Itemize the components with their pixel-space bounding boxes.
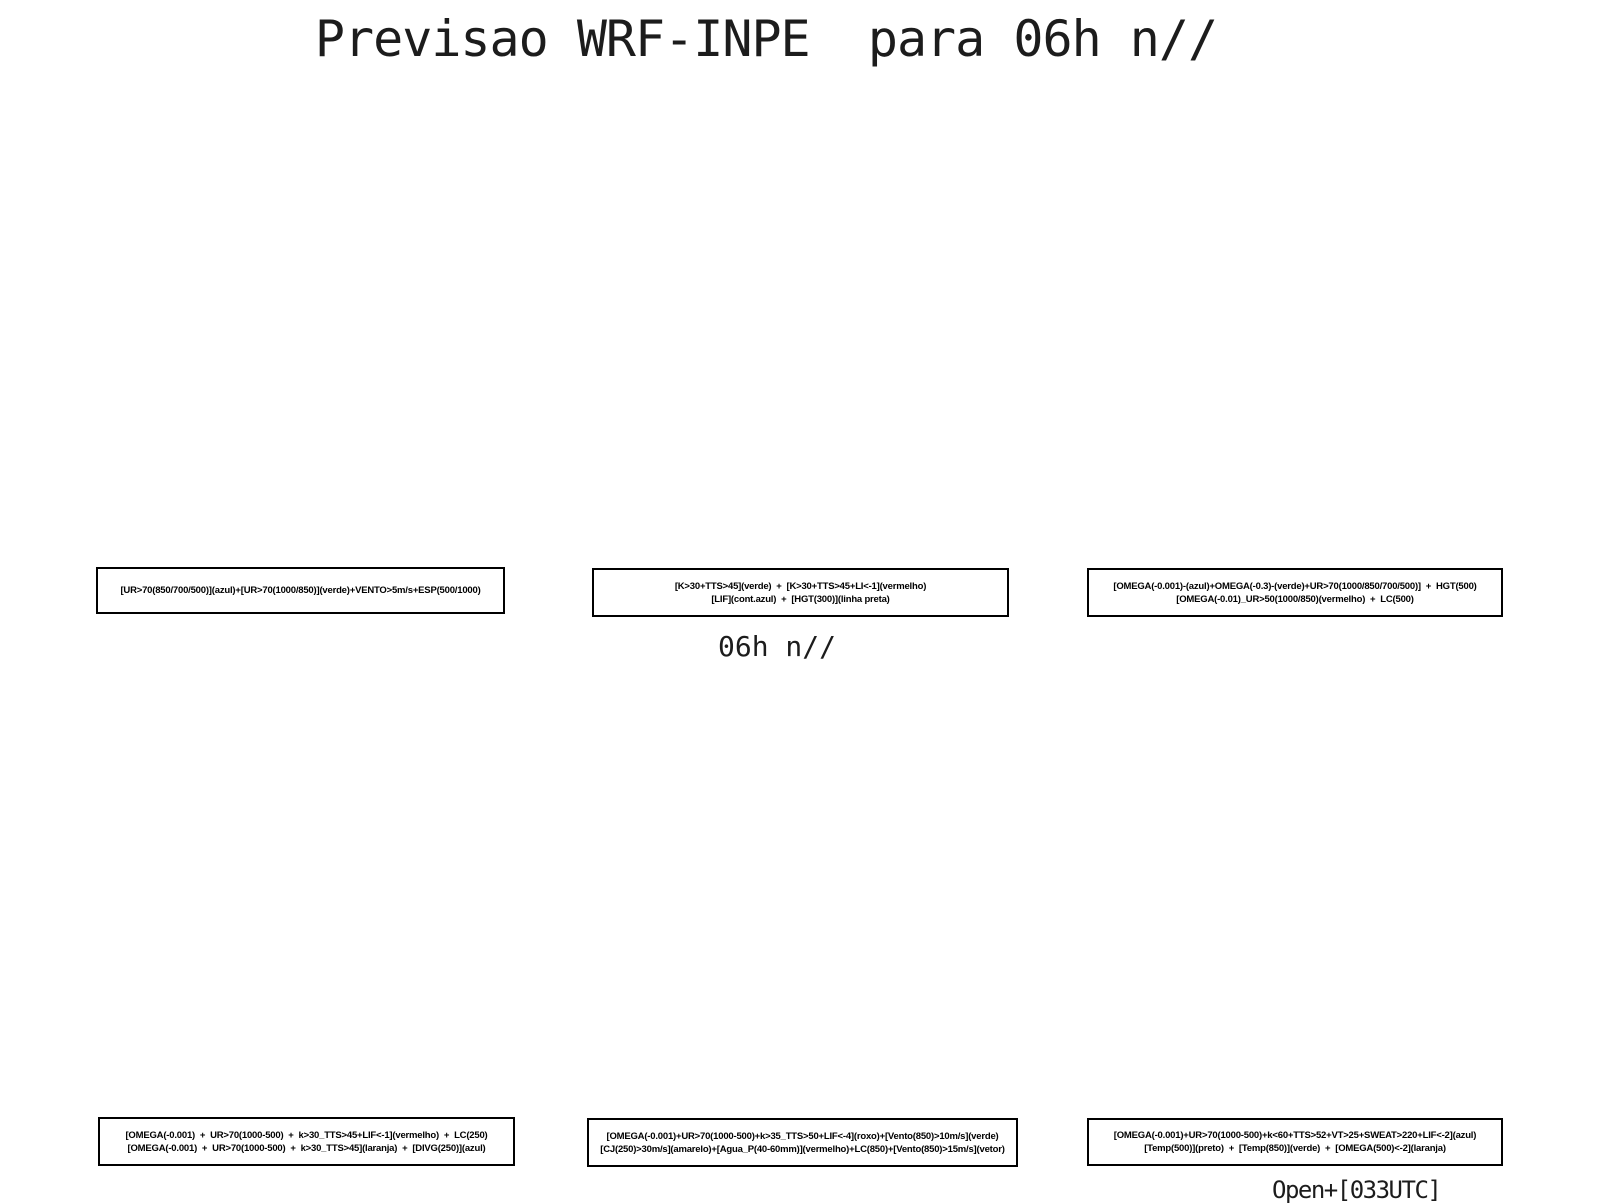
panel-caption-box-top-left (96, 567, 505, 614)
page-title: Previsao WRF-INPE para 06h n// (314, 10, 1218, 68)
panel-caption-box-bottom-left (98, 1117, 515, 1166)
panel-caption-box-top-right (1087, 568, 1503, 617)
caption-line: [OMEGA(-0.001)+UR>70(1000-500)+k>35_TTS>50+LIF<-4](roxo)+[Vento(850)>10m/s](verde) (606, 1130, 999, 1142)
caption-line: [K>30+TTS>45](verde) + [K>30+TTS>45+LI<-1](vermelho) (674, 580, 927, 592)
panel-caption-box-bottom-right (1087, 1118, 1503, 1166)
run-time-label: Open+[033UTC] (1272, 1176, 1441, 1204)
caption-line: [OMEGA(-0.001)-(azul)+OMEGA(-0.3)-(verde)+UR>70(1000/850/700/500)] + HGT(500) (1113, 580, 1477, 592)
caption-line: [OMEGA(-0.01)_UR>50(1000/850)(vermelho) + LC(500) (1176, 593, 1414, 605)
panel-caption-box-top-middle (592, 568, 1009, 617)
caption-line: [OMEGA(-0.001)+UR>70(1000-500)+k<60+TTS>52+VT>25+SWEAT>220+LIF<-2](azul) (1113, 1130, 1477, 1141)
forecast-hour-label: 06h n// (717, 630, 836, 663)
panel-caption-box-bottom-middle (587, 1118, 1018, 1167)
caption-line: [Temp(500)](preto) + [Temp(850)](verde) + [OMEGA(500)<-2](laranja) (1144, 1143, 1446, 1154)
caption-line: [UR>70(850/700/500)](azul)+[UR>70(1000/850)](verde)+VENTO>5m/s+ESP(500/1000) (120, 585, 481, 596)
caption-line: [LIF](cont.azul) + [HGT(300)](linha preta) (711, 593, 890, 605)
caption-line: [CJ(250)>30m/s](amarelo)+[Agua_P(40-60mm)](vermelho)+LC(850)+[Vento(850)>15m/s](vetor) (600, 1143, 1005, 1155)
caption-line: [OMEGA(-0.001) + UR>70(1000-500) + k>30_TTS>45+LIF<-1](vermelho) + LC(250) (125, 1129, 488, 1141)
caption-line: [OMEGA(-0.001) + UR>70(1000-500) + k>30_TTS>45](laranja) + [DIVG(250)](azul) (127, 1142, 486, 1154)
